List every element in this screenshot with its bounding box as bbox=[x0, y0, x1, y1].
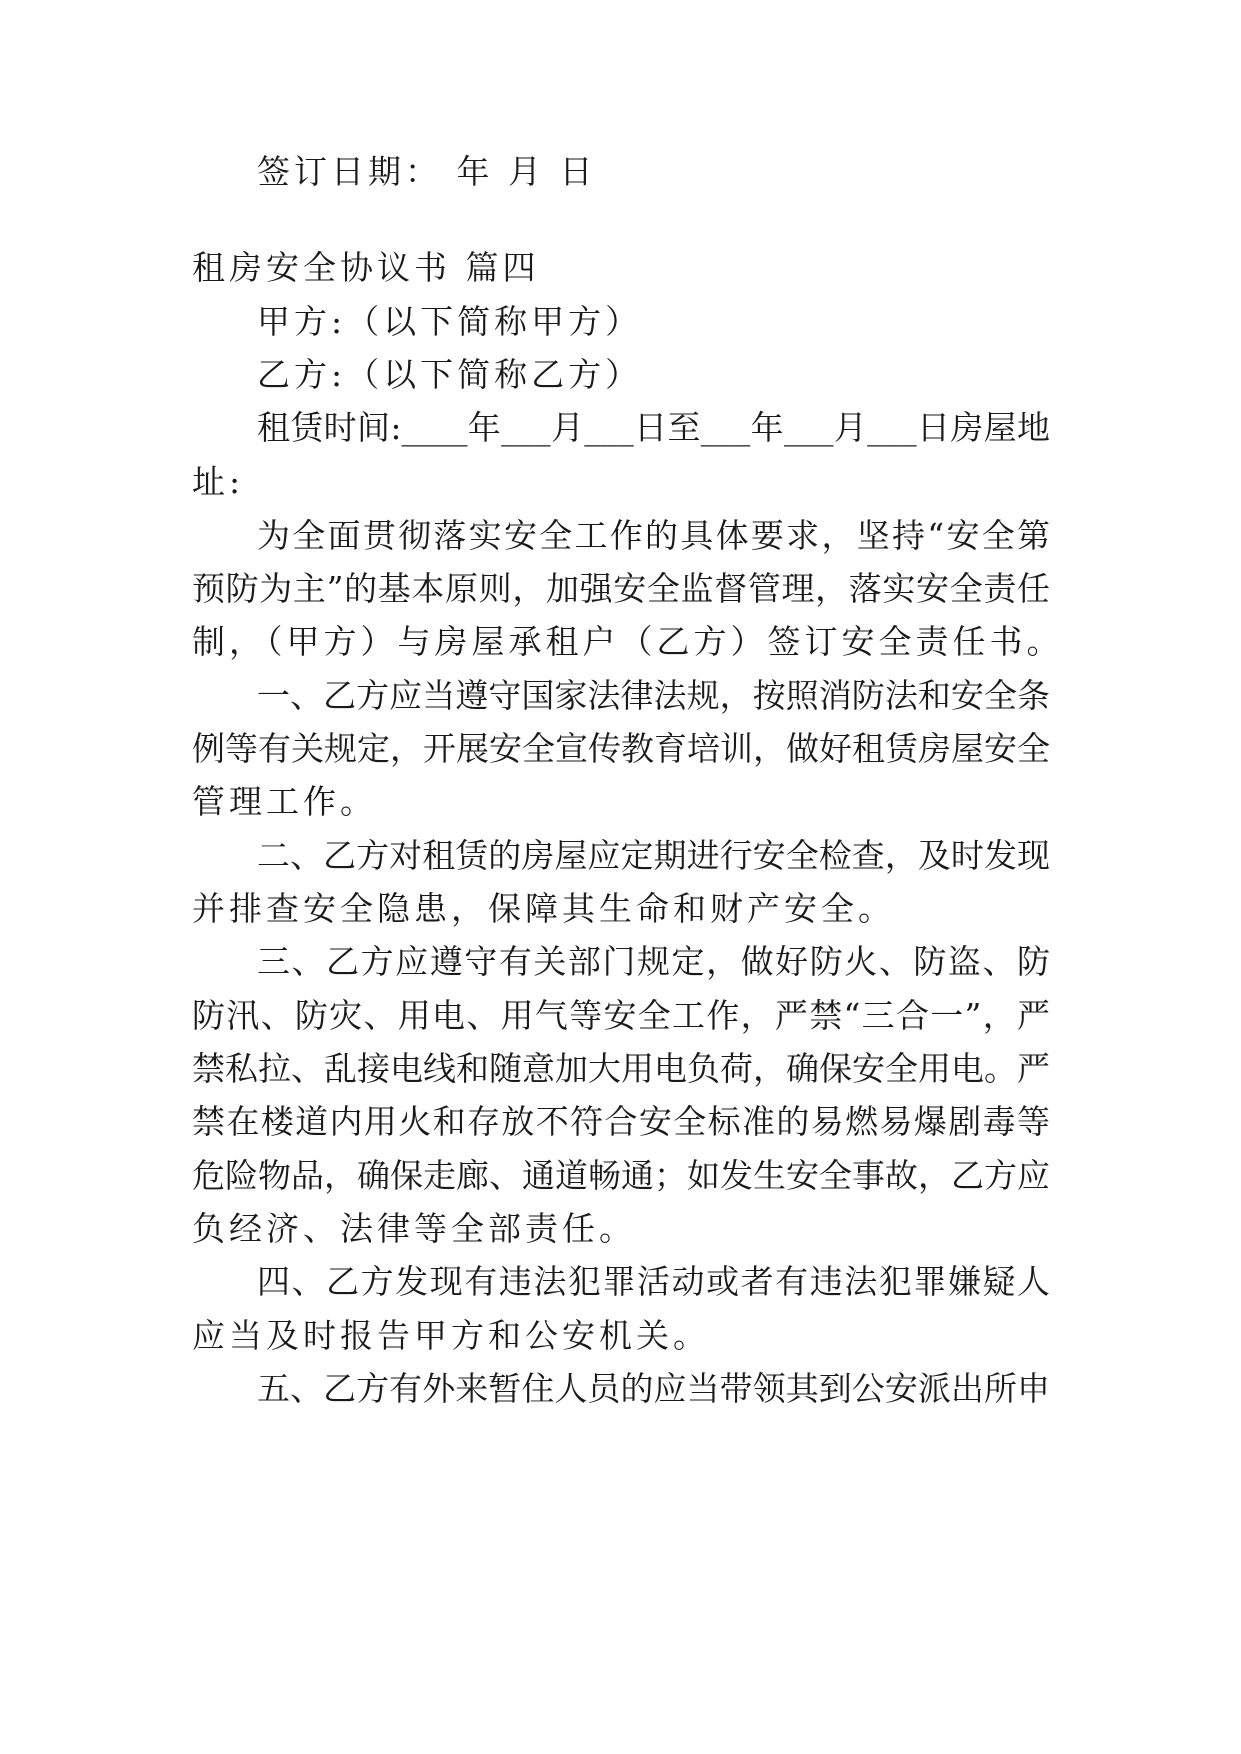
clause-3-line: 危险物品，确保走廊、通道畅通；如发生安全事故，乙方应 bbox=[192, 1156, 1050, 1195]
clause-1-line: 一、乙方应当遵守国家法律法规，按照消防法和安全条 bbox=[257, 676, 1050, 715]
clause-4-line: 应当及时报告甲方和公安机关。 bbox=[192, 1316, 710, 1355]
clause-2-line: 二、乙方对租赁的房屋应定期进行安全检查，及时发现 bbox=[257, 836, 1050, 875]
lease-period-line: 租赁时间:____年___月___日至___年___月___日房屋地 bbox=[257, 408, 1050, 447]
section-title: 租房安全协议书 篇四 bbox=[192, 248, 540, 287]
clause-3-line: 禁私拉、乱接电线和随意加大用电负荷，确保安全用电。严 bbox=[192, 1049, 1050, 1088]
clause-2-line: 并排查安全隐患，保障其生命和财产安全。 bbox=[192, 889, 895, 928]
party-b-line: 乙方:（以下简称乙方） bbox=[257, 355, 643, 394]
party-a-line: 甲方:（以下简称甲方） bbox=[257, 302, 643, 341]
clause-1-line: 例等有关规定，开展安全宣传教育培训，做好租赁房屋安全 bbox=[192, 729, 1050, 768]
clause-1-line: 管理工作。 bbox=[192, 782, 377, 821]
clause-5-line: 五、乙方有外来暂住人员的应当带领其到公安派出所申 bbox=[257, 1369, 1050, 1408]
clause-3-line: 三、乙方应遵守有关部门规定，做好防火、防盗、防 bbox=[257, 942, 1050, 981]
clause-4-line: 四、乙方发现有违法犯罪活动或者有违法犯罪嫌疑人 bbox=[257, 1262, 1050, 1301]
intro-line: 制，（甲方）与房屋承租户（乙方）签订安全责任书。 bbox=[192, 622, 1064, 661]
clause-3-line: 负经济、法律等全部责任。 bbox=[192, 1209, 636, 1248]
lease-period-line: 址: bbox=[192, 462, 245, 501]
intro-line: 预防为主”的基本原则，加强安全监督管理，落实安全责任 bbox=[192, 569, 1050, 608]
signing-date: 签订日期： 年 月 日 bbox=[257, 152, 597, 191]
clause-3-line: 禁在楼道内用火和存放不符合安全标准的易燃易爆剧毒等 bbox=[192, 1102, 1050, 1141]
intro-line: 为全面贯彻落实安全工作的具体要求，坚持“安全第 bbox=[257, 516, 1050, 555]
clause-3-line: 防汛、防灾、用电、用气等安全工作，严禁“三合一”，严 bbox=[192, 996, 1050, 1035]
